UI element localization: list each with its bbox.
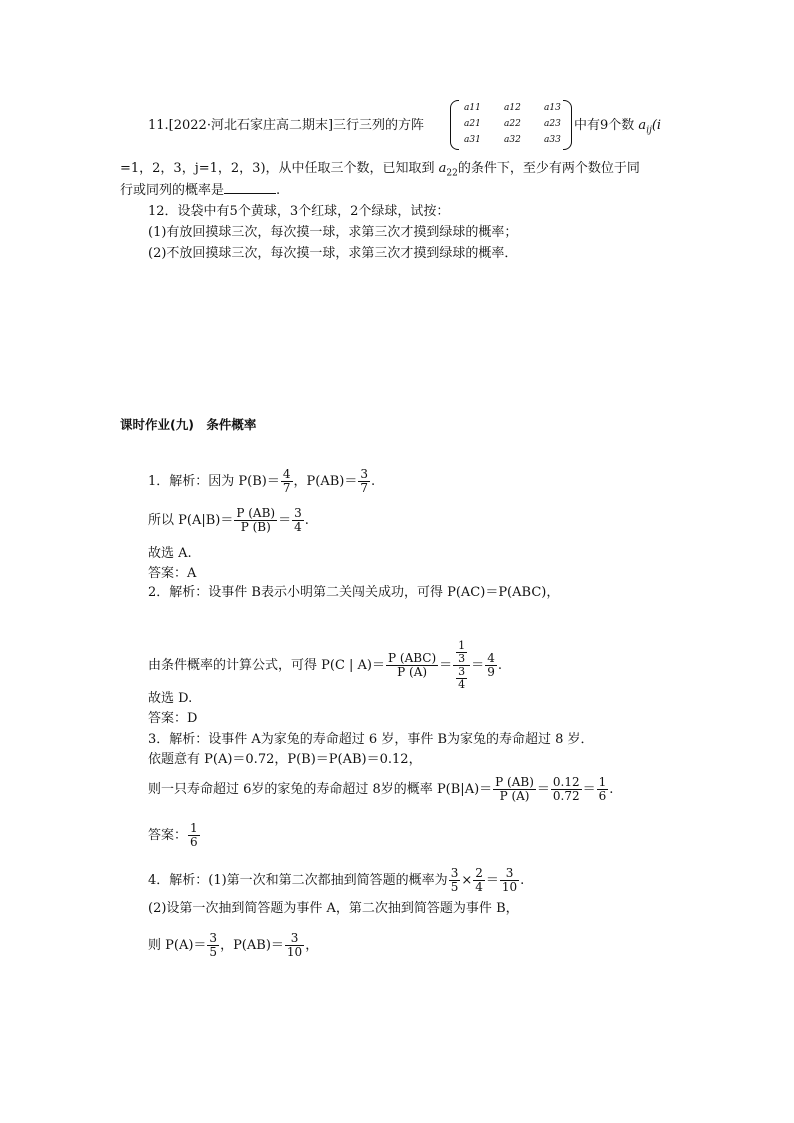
q11-a22: a bbox=[438, 161, 447, 176]
numerator: 3 bbox=[500, 867, 519, 881]
denominator: 4 bbox=[475, 880, 483, 894]
numerator: 3 bbox=[209, 931, 218, 945]
s2-answer: 答案：D bbox=[148, 711, 198, 726]
equals: ＝ bbox=[485, 873, 499, 888]
fraction bbox=[292, 507, 304, 534]
s1-text-c: . bbox=[370, 474, 376, 489]
matrix-cell: a11 bbox=[464, 103, 481, 113]
numerator: 2 bbox=[475, 866, 483, 880]
section-title: 课时作业(九) 条件概率 bbox=[120, 417, 257, 432]
s4-line3-end: ， bbox=[305, 938, 319, 953]
fraction bbox=[456, 640, 467, 665]
numerator: 0.12 bbox=[552, 775, 580, 789]
matrix-cell: a33 bbox=[544, 135, 561, 145]
numerator: 1 bbox=[458, 639, 466, 652]
numerator: 4 bbox=[487, 651, 495, 665]
s2-line2 bbox=[148, 640, 502, 691]
numerator: 1 bbox=[190, 821, 198, 835]
q11-line3-end: . bbox=[276, 183, 281, 198]
denominator: P (A) bbox=[499, 789, 530, 803]
q12-part2: (2)不放回摸球三次，每次摸一球，求第三次才摸到绿球的概率． bbox=[148, 246, 518, 261]
denominator: 9 bbox=[487, 665, 495, 679]
q11-aij: a bbox=[638, 118, 647, 133]
denominator: 6 bbox=[598, 789, 607, 803]
s4-line1 bbox=[148, 867, 524, 894]
s4-line1-text: 4．解析：(1)第一次和第二次都抽到简答题的概率为 bbox=[148, 873, 448, 888]
s1-text-b: ，P(AB)＝ bbox=[293, 474, 358, 489]
complex-fraction bbox=[453, 640, 470, 691]
s4-line2: (2)设第一次抽到简答题为事件 A，第二次抽到简答题为事件 B， bbox=[148, 901, 519, 916]
denominator: P (B) bbox=[240, 520, 271, 534]
times: × bbox=[461, 873, 473, 888]
q11-line2-text: =1，2，3，j=1，2，3)，从中任取三个数，已知取到 bbox=[120, 161, 435, 176]
fraction bbox=[456, 666, 467, 691]
q11-prefix: 11.[2022·河北石家庄高二期末]三行三列的方阵 bbox=[148, 118, 425, 133]
s4-line3-text: 则 P(A)＝ bbox=[148, 938, 207, 953]
s4-line3-mid: ，P(AB)＝ bbox=[220, 938, 284, 953]
matrix-cell: a32 bbox=[504, 135, 521, 145]
denominator: 4 bbox=[458, 678, 466, 691]
denominator: 0.72 bbox=[552, 789, 580, 803]
numerator: 3 bbox=[294, 506, 302, 520]
denominator: 7 bbox=[360, 481, 368, 495]
numerator bbox=[453, 640, 470, 666]
q11-suffix: 中有9个数 bbox=[574, 118, 635, 133]
q11-line3-text: 行或同列的概率是 bbox=[120, 183, 225, 198]
denominator: 10 bbox=[286, 945, 303, 959]
q12-part1: (1)有放回摸球三次，每次摸一球，求第三次才摸到绿球的概率； bbox=[148, 225, 518, 240]
s1-text-a: 1．解析：因为 P(B)＝ bbox=[148, 474, 280, 489]
matrix-left-bracket bbox=[450, 100, 459, 150]
fraction bbox=[597, 776, 609, 803]
answer-blank bbox=[224, 181, 276, 194]
matrix-cell: a31 bbox=[464, 135, 481, 145]
fraction bbox=[551, 776, 582, 803]
denominator: P (A) bbox=[397, 665, 428, 679]
fraction bbox=[207, 932, 219, 959]
q11-aij-tail: (i bbox=[651, 118, 662, 133]
denominator: 5 bbox=[450, 880, 459, 894]
numerator: 4 bbox=[282, 467, 291, 481]
s2-line2-end: . bbox=[497, 658, 502, 673]
fraction bbox=[500, 867, 519, 894]
s3-answer bbox=[148, 822, 201, 849]
numerator: 3 bbox=[450, 866, 459, 880]
equals: ＝ bbox=[439, 658, 453, 673]
s1-answer: 答案：A bbox=[148, 566, 197, 581]
s3-line3-text: 则一只寿命超过 6岁的家兔的寿命超过 8岁的概率 P(B|A)＝ bbox=[148, 782, 493, 797]
numerator: 3 bbox=[360, 467, 368, 481]
denominator: 10 bbox=[501, 880, 518, 894]
s1-line2 bbox=[148, 507, 309, 534]
s2-choice: 故选 D. bbox=[148, 691, 193, 706]
s3-line3 bbox=[148, 776, 613, 803]
q11-line1-tail bbox=[574, 117, 661, 140]
fraction bbox=[281, 468, 293, 495]
fraction bbox=[485, 652, 497, 679]
fraction bbox=[358, 468, 370, 495]
s1-line2-end: . bbox=[304, 513, 309, 528]
matrix-cell: a13 bbox=[544, 103, 561, 113]
fraction bbox=[493, 776, 536, 803]
numerator: 3 bbox=[285, 932, 304, 946]
fraction bbox=[188, 822, 200, 849]
s1-choice: 故选 A. bbox=[148, 546, 192, 561]
equals: ＝ bbox=[278, 513, 292, 528]
matrix-right-bracket bbox=[563, 100, 572, 150]
numerator: 1 bbox=[598, 775, 607, 789]
s3-line3-end: . bbox=[609, 782, 614, 797]
s4-line3 bbox=[148, 932, 318, 959]
numerator: P (AB) bbox=[236, 506, 276, 520]
equals: ＝ bbox=[471, 658, 485, 673]
q11-line2-tail: 的条件下，至少有两个数位于同 bbox=[457, 161, 640, 176]
s2-line1: 2．解析：设事件 B表示小明第二关闯关成功，可得 P(AC)＝P(ABC)， bbox=[148, 585, 560, 600]
s3-line1: 3．解析：设事件 A为家兔的寿命超过 6 岁，事件 B为家兔的寿命超过 8 岁． bbox=[148, 732, 594, 747]
fraction bbox=[386, 652, 438, 679]
matrix-cell: a12 bbox=[504, 103, 521, 113]
s3-answer-label: 答案： bbox=[148, 828, 188, 843]
numerator: P (ABC) bbox=[388, 651, 437, 665]
fraction bbox=[234, 507, 277, 534]
q12-head: 12．设袋中有5个黄球，3个红球，2个绿球，试按： bbox=[148, 204, 450, 219]
matrix-cell: a21 bbox=[464, 119, 481, 129]
s3-line2: 依题意有 P(A)＝0.72，P(B)＝P(AB)＝0.12， bbox=[148, 752, 422, 767]
numerator: 3 bbox=[458, 665, 466, 678]
fraction bbox=[285, 932, 304, 959]
matrix bbox=[450, 100, 572, 150]
q11-line3 bbox=[120, 181, 280, 200]
q11-aij-sub: ij bbox=[646, 125, 652, 136]
s1-line1 bbox=[148, 468, 375, 495]
denominator: 4 bbox=[294, 520, 302, 534]
q11-line2 bbox=[120, 160, 640, 183]
fraction bbox=[473, 867, 485, 894]
matrix-cell: a22 bbox=[504, 119, 521, 129]
denominator: 6 bbox=[190, 835, 198, 849]
fraction bbox=[449, 867, 461, 894]
numerator: P (AB) bbox=[495, 775, 534, 789]
denominator: 7 bbox=[282, 481, 291, 495]
s2-line2-text: 由条件概率的计算公式，可得 P(C | A)＝ bbox=[148, 658, 386, 673]
denominator: 5 bbox=[209, 945, 218, 959]
q11-a22-sub: 22 bbox=[446, 168, 458, 179]
equals: ＝ bbox=[582, 782, 596, 797]
denominator bbox=[453, 666, 470, 691]
matrix-cell: a23 bbox=[544, 119, 561, 129]
equals: ＝ bbox=[536, 782, 550, 797]
denominator: 3 bbox=[458, 652, 466, 665]
s1-line2-text: 所以 P(A|B)＝ bbox=[148, 513, 234, 528]
s4-line1-end: . bbox=[520, 873, 525, 888]
q11-line1 bbox=[148, 117, 424, 135]
